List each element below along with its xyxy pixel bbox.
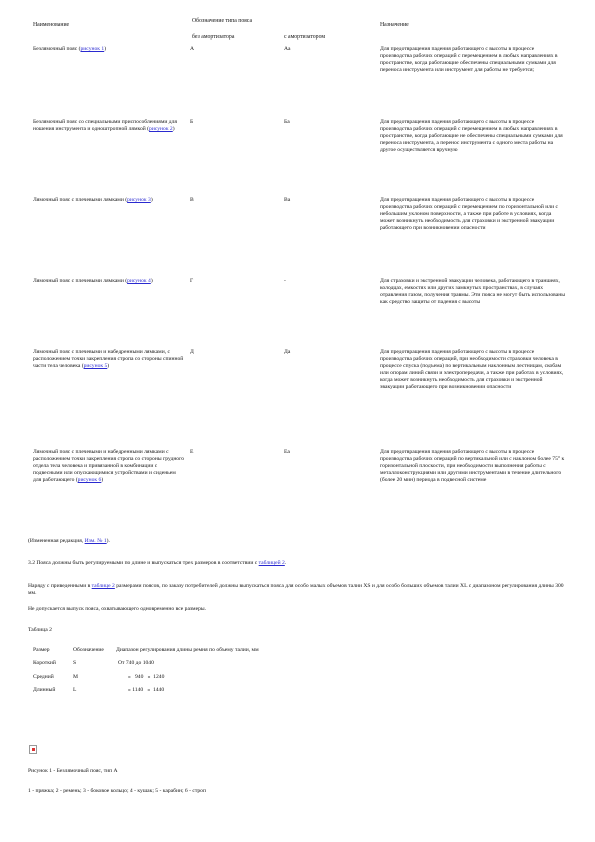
row-6-purpose: Для предотвращения падения работающего с высоты в процессе производства рабочих операций по вертикальной или с наклоном более 75° к горизонтальной плоскости, при необходимости выполнения работы с металлоконструкциями или другими инструментами в течение длительного (более 20 мин) периода в подвесной системе <box>380 449 565 483</box>
link-figure-1[interactable]: рисунок 1 <box>80 46 105 52</box>
link-figure-3[interactable]: рисунок 3 <box>127 197 151 203</box>
row-5-type-shock: Да <box>284 349 291 355</box>
row-1-purpose: Для предотвращения падения работающего с высоты в процессе производства рабочих операций с перемещением в любых направлениях в пространстве, когда работающие обеспечены специальными сумками для переноса инструмента или инструмент для работы не требуется; <box>380 46 558 73</box>
table-2-caption: Таблица 2 <box>28 627 52 633</box>
table-row: Средний <box>33 674 54 680</box>
row-4-type-shock: - <box>284 278 286 284</box>
row-6-name: Лямочный пояс с плечевыми и набедренными лямками с расположением точки закрепления стропа со стороны грудного отдела тела человека и привязанной в комбинации с подвесными или опускающимися устройствами и сиденьем для работающего (рисунок 6) <box>33 449 185 483</box>
link-figure-4[interactable]: рисунок 4 <box>127 278 151 284</box>
row-3-type: В <box>190 197 194 203</box>
row-1-type-shock: Аа <box>284 46 291 52</box>
header-purpose: Назначение <box>380 22 409 28</box>
header-name: Наименование <box>33 22 70 28</box>
row-1-type: А <box>190 46 195 52</box>
row-1-name: Безлямочный пояс (рисунок 1) <box>33 46 107 52</box>
row-2-name: Безлямочный пояс со специальными приспособлениями для ношения инструмента и одноштропной лямкой (рисунок 2) <box>33 119 177 132</box>
link-figure-5[interactable]: рисунок 5 <box>83 363 108 369</box>
row-4-type: Г <box>190 278 194 284</box>
paragraph-order-sizes: Наряду с приведенными в таблице 2 размерами поясов, по заказу потребителей должны выпускаться пояса для особо малых объемов талии XS и для особо больших объемов талии XL с диапазоном регулирования длины 300 мм. <box>28 583 564 596</box>
link-table-2[interactable]: таблицей 2 <box>258 560 285 566</box>
row-5-purpose: Для предотвращения падения работающего с высоты в процессе производства рабочих операций, при необходимости страховки человека в процессе спуска (подъема) по вертикальным наклонным лестницам, скобам или опорам линий связи и электропередачи, а также при работах в условиях, когда может возникнуть необходимость для страховки и экстренной эвакуации работающего при возникновении опасности <box>380 349 564 390</box>
row-5-name: Лямочный пояс с плечевыми и набедренными лямками, с расположением точки закрепления стропа со стороны спинной части тела человека (рисунок 5) <box>33 349 184 369</box>
header-designation-group: Обозначение типа пояса <box>192 18 253 24</box>
row-2-purpose: Для предотвращения падения работающего с высоты в процессе производства рабочих операций с перемещением в любых направлениях в пространстве, когда работающие не обеспечены специальными сумками для переноса инструмента, а перенос инструмента с одного места работы на другое осуществляется вручную <box>380 119 563 153</box>
row-3-purpose: Для предотвращения падения работающего с высоты в процессе производства рабочих операций с перемещением по горизонтальной или с небольшим уклоном поверхности, а также при работе в условиях, когда может возникнуть необходимость для страховки и экстренной эвакуации работающего при возникновении опасности <box>380 197 558 231</box>
header-no-shock: без амортизатора <box>192 34 235 40</box>
row-6-type: Е <box>190 449 194 455</box>
row-3-name: Лямочный пояс с плечевыми лямками (рисунок 3) <box>33 197 153 203</box>
table-2-header-designation: Обозначение <box>73 647 104 653</box>
link-table-2-ref[interactable]: таблице 2 <box>91 583 115 589</box>
amendment-note: (Измененная редакция, Изм. № 1). <box>28 538 110 544</box>
table-row: Короткий <box>33 660 56 666</box>
row-2-type-shock: Ба <box>284 119 290 125</box>
figure-caption: Рисунок 1 - Безлямочный пояс, тип А <box>28 768 118 774</box>
row-4-name: Лямочный пояс с плечевыми лямками (рисунок 4) <box>33 278 153 284</box>
table-row: M <box>73 674 78 680</box>
link-figure-2[interactable]: рисунок 2 <box>149 126 173 132</box>
link-amendment-1[interactable]: Изм. № 1 <box>84 538 107 544</box>
broken-image-icon <box>29 745 37 754</box>
row-6-type-shock: Еа <box>284 449 290 455</box>
table-2-header-range: Диапазон регулирования длины ремня по объему талии, мм <box>116 647 259 653</box>
paragraph-forbid: Не допускается выпуск пояса, охватывающего одновременно все размеры. <box>28 606 207 612</box>
table-row: » 1140 » 1440 <box>128 687 165 693</box>
table-row: Длинный <box>33 687 56 693</box>
row-2-type: Б <box>190 119 194 125</box>
table-row: S <box>73 660 77 666</box>
row-5-type: Д <box>190 349 194 355</box>
figure-legend: 1 - пряжка; 2 - ремень; 3 - боковое кольцо; 4 - кушак; 5 - карабин; 6 - строп <box>28 788 206 794</box>
row-4-purpose: Для страховки и экстренной эвакуации человека, работающего в траншеях, колодцах, емкостях или других замкнутых пространствах, в случаях отравления газом, получения травмы. Эти пояса не могут быть использованы как средство защиты от падения с высоты <box>380 278 565 305</box>
header-with-shock: с амортизатором <box>284 34 326 40</box>
table-row: L <box>73 687 77 693</box>
row-3-type-shock: Ва <box>284 197 291 203</box>
table-row: От 740 до 1040 <box>118 660 154 666</box>
link-figure-6[interactable]: рисунок 6 <box>77 477 102 483</box>
paragraph-3-2: 3.2 Пояса должны быть регулируемыми по длине и выпускаться трех размеров в соответствии с таблицей 2. <box>28 560 287 566</box>
table-2-header-size: Размер <box>33 647 50 653</box>
table-row: » 940 » 1240 <box>128 674 165 680</box>
